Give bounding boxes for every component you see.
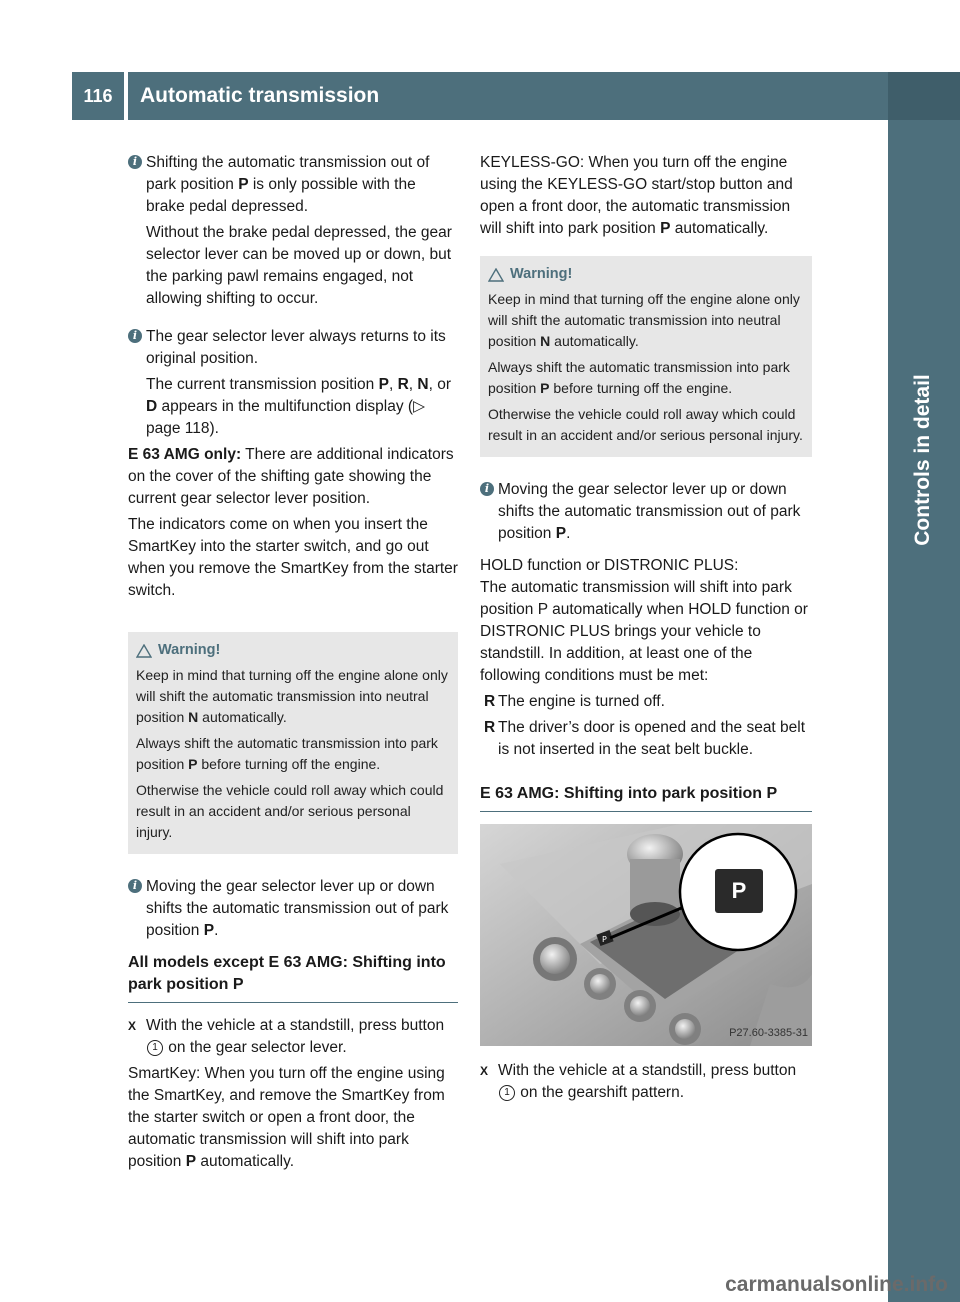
info-icon: i	[128, 329, 142, 343]
instruction-step: X With the vehicle at a standstill, press button 1 on the gearshift pattern.	[480, 1062, 797, 1101]
page-number: 116	[72, 72, 124, 120]
hold-text: The automatic transmission will shift into park position P automatically when HOLD function or DISTRONIC PLUS brings your vehicle to standstill. In addition, at least one of the following conditions must be met:	[480, 579, 808, 684]
gear-selector-figure	[480, 824, 812, 1046]
info-note: i Shifting the automatic transmission out of park position P is only possible with the brake pedal depressed. Without the brake pedal depressed, the gear selector lever can be moved up or down, but the parking pawl remains engaged, not allowing shifting to occur.	[128, 152, 458, 310]
section-heading: E 63 AMG: Shifting into park position P	[480, 783, 812, 812]
gear-selector-illustration	[480, 824, 812, 1046]
info-note: i Moving the gear selector lever up or down shifts the automatic transmission out of park position P.	[128, 876, 458, 942]
step-marker-icon: X	[128, 1019, 137, 1033]
page-title: Automatic transmission	[128, 72, 888, 120]
info-note: i Moving the gear selector lever up or down shifts the automatic transmission out of park position P.	[480, 479, 812, 545]
warning-icon	[488, 268, 504, 282]
info-note-text: Without the brake pedal depressed, the gear selector lever can be moved up or down, but the parking pawl remains engaged, not allowing shifting to occur.	[146, 224, 452, 307]
warning-box: Warning! Keep in mind that turning off the engine alone only will shift the automatic transmission into neutral position N automatically. Always shift the automatic transmission into park position P before turning off the engine. Otherwise the vehicle could roll away which could result in an accident and/or serious personal injury.	[480, 256, 812, 457]
warning-icon	[136, 644, 152, 658]
section-label: Controls in detail	[911, 374, 934, 546]
hold-title: HOLD function or DISTRONIC PLUS:	[480, 557, 739, 574]
svg-text:P: P	[602, 935, 607, 944]
callout-label: P	[731, 878, 747, 903]
amg-note-2: The indicators come on when you insert the SmartKey into the starter switch, and go out when you remove the SmartKey from the starter switch.	[128, 516, 458, 599]
warning-title: Warning!	[488, 264, 804, 285]
watermark: carmanualsonline.info	[725, 1273, 948, 1296]
section-heading: All models except E 63 AMG: Shifting into park position P	[128, 952, 458, 1003]
info-icon: i	[128, 155, 142, 169]
side-bar	[888, 72, 960, 1302]
info-icon: i	[480, 482, 494, 496]
list-item: R The engine is turned off.	[484, 693, 665, 710]
figure-code: P27.60-3385-31	[729, 1027, 808, 1039]
keyless-text: KEYLESS-GO: When you turn off the engine using the KEYLESS-GO start/stop button and open a front door, the automatic transmission will shift into park position P automatically.	[480, 154, 793, 237]
warning-title: Warning!	[136, 640, 450, 661]
amg-note: E 63 AMG only: There are additional indicators on the cover of the shifting gate showing the current gear selector lever position.	[128, 446, 454, 507]
smartkey-text: SmartKey: When you turn off the engine using the SmartKey, and remove the SmartKey from the starter switch or open a front door, the automatic transmission will shift into park position P automatically.	[128, 1065, 445, 1170]
instruction-step: X With the vehicle at a standstill, press button 1 on the gear selector lever.	[128, 1017, 445, 1056]
info-icon: i	[128, 879, 142, 893]
info-note: i The gear selector lever always returns to its original position. The current transmission position P, R, N, or D appears in the multifunction display (▷ page 118).	[128, 326, 458, 440]
left-column	[128, 152, 458, 1177]
right-column	[480, 152, 812, 1108]
side-tab	[888, 72, 960, 120]
warning-box: Warning! Keep in mind that turning off the engine alone only will shift the automatic transmission into neutral position N automatically. Always shift the automatic transmission into park position P before turning off the engine. Otherwise the vehicle could roll away which could result in an accident and/or serious personal injury.	[128, 632, 458, 854]
list-item: R The driver’s door is opened and the seat belt is not inserted in the seat belt buckle.	[484, 719, 806, 758]
step-marker-icon: X	[480, 1064, 489, 1078]
